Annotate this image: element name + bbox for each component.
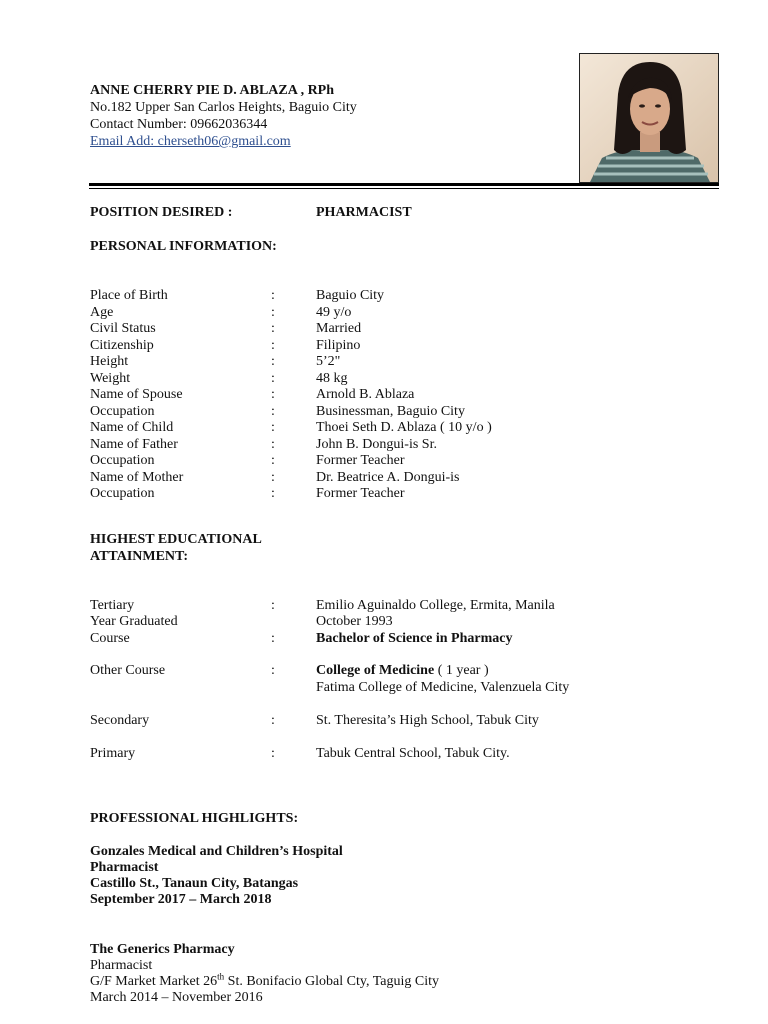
job2-address-post: St. Bonifacio Global Cty, Taguig City [224,974,440,989]
position-label: POSITION DESIRED : [90,205,233,220]
personal-info-label: Citizenship [90,337,154,353]
other-course-name: College of Medicine [316,663,435,678]
personal-info-label: Weight [90,370,131,386]
colon: : [271,469,275,485]
other-course-school: Fatima College of Medicine, Valenzuela City [316,680,570,695]
secondary-label: Secondary [90,713,150,728]
job1-title: Pharmacist [90,860,159,875]
colon: : [271,337,275,353]
personal-info-label: Age [90,304,114,320]
colon: : [271,420,275,435]
colon: : [271,304,275,320]
tertiary-value: Emilio Aguinaldo College, Ermita, Manila [316,598,555,613]
course-label: Course [90,631,130,646]
personal-info-value: Baguio City [316,288,385,303]
personal-info-value: Dr. Beatrice A. Dongui-is [316,469,460,485]
personal-info-label: Occupation [90,453,155,468]
personal-info-value: Former Teacher [316,486,405,501]
job2-address-pre: G/F Market Market 26 [90,974,218,989]
professional-heading: PROFESSIONAL HIGHLIGHTS: [90,811,299,826]
year-graduated-label: Year Graduated [90,614,178,629]
colon: : [271,746,275,761]
job2-title: Pharmacist [90,958,153,973]
personal-info-value: John B. Dongui-is Sr. [316,436,437,452]
personal-info-value: Arnold B. Ablaza [316,387,415,402]
colon: : [271,486,275,501]
email-link[interactable]: Email Add: cherseth06@gmail.com [90,134,291,149]
personal-info-value: Thoei Seth D. Ablaza ( 10 y/o ) [316,420,492,435]
applicant-photo [579,53,719,183]
colon: : [271,598,275,613]
header-rule-thick [89,183,719,186]
job2-employer: The Generics Pharmacy [90,942,235,957]
colon: : [271,321,275,336]
colon: : [271,354,275,369]
personal-info-value: Former Teacher [316,453,405,468]
personal-info-value: Married [316,321,362,336]
colon: : [271,453,275,468]
year-graduated-value: October 1993 [316,614,393,629]
job1-employer: Gonzales Medical and Children’s Hospital [90,844,343,859]
portrait-image [580,54,718,182]
job1-dates: September 2017 – March 2018 [90,892,272,907]
secondary-value: St. Theresita’s High School, Tabuk City [316,713,539,728]
personal-info-label: Civil Status [90,321,156,336]
other-course-duration: ( 1 year ) [434,663,489,678]
education-heading-line1: HIGHEST EDUCATIONAL [90,532,262,547]
personal-info-label: Occupation [90,486,155,501]
personal-info-value: Filipino [316,337,361,353]
personal-info-label: Height [90,354,129,369]
applicant-address: No.182 Upper San Carlos Heights, Baguio City [90,100,357,115]
personal-info-label: Name of Father [90,436,178,452]
other-course-value [316,663,489,680]
colon: : [271,387,275,402]
course-value: Bachelor of Science in Pharmacy [316,631,513,646]
position-value: PHARMACIST [316,205,412,220]
job2-address-sup: th [217,971,225,982]
personal-info-label: Name of Spouse [90,387,183,402]
header-rule-thin [89,188,719,189]
education-heading-line2: ATTAINMENT: [90,549,188,564]
primary-label: Primary [90,746,136,761]
tertiary-label: Tertiary [90,598,135,613]
applicant-name: ANNE CHERRY PIE D. ABLAZA , RPh [90,83,335,98]
colon: : [271,631,275,646]
colon: : [271,370,275,386]
colon: : [271,403,275,419]
other-course-label: Other Course [90,663,166,678]
personal-info-heading: PERSONAL INFORMATION: [90,239,277,254]
personal-info-label: Name of Mother [90,469,184,485]
personal-info-value: 48 kg [316,370,348,386]
personal-info-value: 5’2" [316,354,341,369]
primary-value: Tabuk Central School, Tabuk City. [316,746,510,761]
personal-info-label: Place of Birth [90,288,168,303]
colon: : [271,713,275,728]
job1-address: Castillo St., Tanaun City, Batangas [90,876,299,891]
contact-number: Contact Number: 09662036344 [90,117,268,132]
personal-info-label: Occupation [90,403,155,419]
job2-address [90,971,440,991]
colon: : [271,288,275,303]
personal-info-value: 49 y/o [316,304,352,320]
colon: : [271,436,275,452]
job2-dates: March 2014 – November 2016 [90,990,263,1005]
personal-info-label: Name of Child [90,420,174,435]
personal-info-value: Businessman, Baguio City [316,403,465,419]
colon: : [271,663,275,678]
